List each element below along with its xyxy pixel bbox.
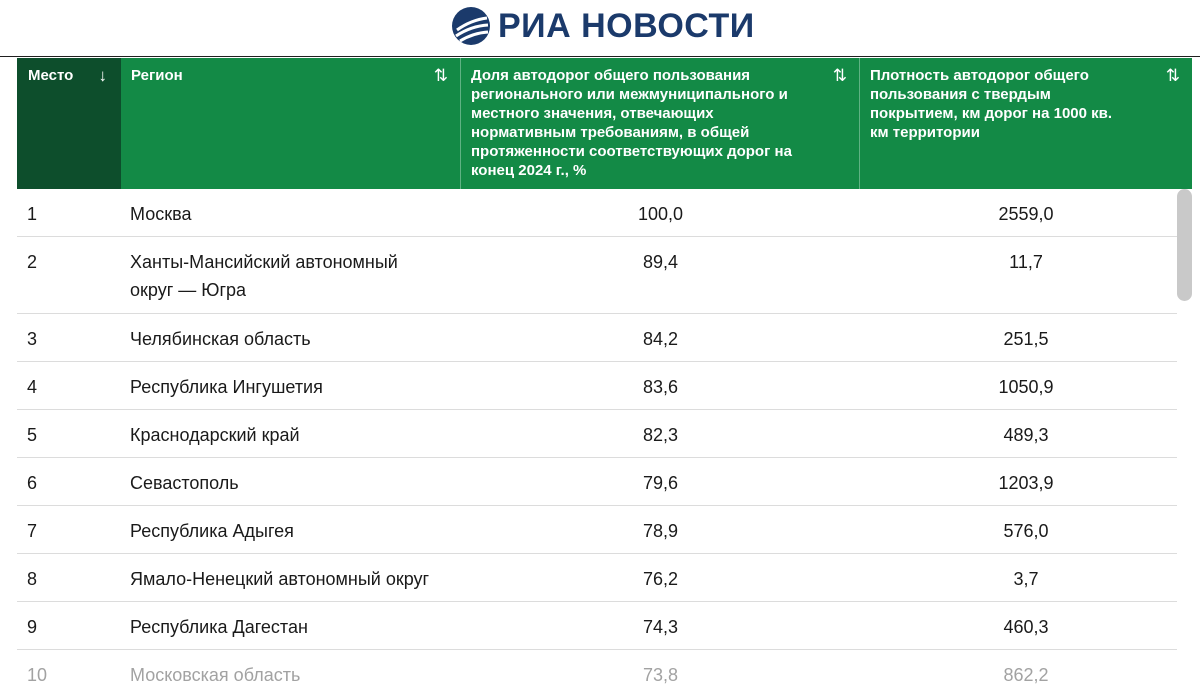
rank-cell: 10 <box>27 665 48 685</box>
rank-cell: 1 <box>27 204 38 224</box>
region-cell: Республика Ингушетия <box>130 377 323 397</box>
road-share-cell: 74,3 <box>642 617 679 637</box>
road-share-cell: 83,6 <box>642 377 679 397</box>
road-share-cell: 84,2 <box>642 329 679 349</box>
road-share-cell: 73,8 <box>642 665 679 685</box>
region-cell: Республика Дагестан <box>130 617 308 637</box>
table-row <box>17 506 1177 554</box>
ranking-table <box>17 58 1200 690</box>
road-density-cell: 576,0 <box>1003 521 1049 541</box>
road-share-cell: 79,6 <box>642 473 679 493</box>
column-header-region[interactable] <box>121 58 461 189</box>
column-header-rank[interactable] <box>17 58 121 189</box>
rank-cell: 9 <box>27 617 38 637</box>
top-bar <box>0 0 1200 57</box>
region-cell: Москва <box>130 204 192 224</box>
table-body <box>17 189 1177 690</box>
road-density-cell: 2559,0 <box>998 204 1054 224</box>
sort-toggle-icon[interactable]: ⇅ <box>832 66 847 85</box>
road-density-cell: 1203,9 <box>998 473 1054 493</box>
ria-globe-icon <box>451 6 491 46</box>
rank-cell: 3 <box>27 329 38 349</box>
table-header <box>17 58 1192 189</box>
table-row <box>17 189 1177 237</box>
region-cell: Краснодарский край <box>130 425 300 445</box>
column-header-label: Место <box>28 67 74 84</box>
column-header-label: Плотность автодорог общего пользования с твердым покрытием, км дорог на 1000 кв. км территории <box>870 67 1113 141</box>
road-share-cell: 76,2 <box>642 569 679 589</box>
road-density-cell: 489,3 <box>1003 425 1049 445</box>
road-share-cell: 82,3 <box>642 425 679 445</box>
road-density-cell: 862,2 <box>1003 665 1049 685</box>
region-cell: Ямало-Ненецкий автономный округ <box>130 569 430 589</box>
rank-cell: 4 <box>27 377 38 397</box>
column-header-label: Регион <box>131 67 183 84</box>
road-density-cell: 11,7 <box>1009 252 1043 272</box>
vertical-scrollbar-thumb[interactable] <box>1177 189 1192 301</box>
rank-cell: 6 <box>27 473 38 493</box>
sort-toggle-icon[interactable]: ⇅ <box>433 66 448 85</box>
road-density-cell: 1050,9 <box>998 377 1054 397</box>
region-cell: Московская область <box>130 665 301 685</box>
region-cell: Челябинская область <box>130 329 311 349</box>
region-cell: Республика Адыгея <box>130 521 294 541</box>
table-row <box>17 362 1177 410</box>
table-row <box>17 602 1177 650</box>
road-share-cell: 100,0 <box>637 204 684 224</box>
table-row <box>17 314 1177 362</box>
rank-cell: 7 <box>27 521 38 541</box>
column-header-road-density[interactable] <box>860 58 1192 189</box>
ria-logo[interactable] <box>451 6 755 46</box>
table-row <box>17 410 1177 458</box>
road-density-cell: 460,3 <box>1003 617 1049 637</box>
road-share-cell: 89,4 <box>642 252 679 272</box>
region-cell: Ханты-Мансийский автономный округ — Югра <box>130 252 398 300</box>
rank-cell: 5 <box>27 425 38 445</box>
rank-cell: 8 <box>27 569 38 589</box>
sort-descending-icon[interactable]: ↓ <box>98 66 107 85</box>
table-row <box>17 554 1177 602</box>
road-share-cell: 78,9 <box>642 521 679 541</box>
column-header-label: Доля автодорог общего пользования регионального или межмуниципального и местного значения, отвечающих нормативным требованиям, в общей протяженности соответствующих дорог на конец 2024 г., % <box>471 67 792 179</box>
road-density-cell: 251,5 <box>1003 329 1049 349</box>
sort-toggle-icon[interactable]: ⇅ <box>1165 66 1180 85</box>
rank-cell: 2 <box>27 252 38 272</box>
column-header-road-share[interactable] <box>461 58 860 189</box>
table-row <box>17 650 1177 690</box>
brand-name: РИА НОВОСТИ <box>498 7 755 45</box>
table-row <box>17 458 1177 506</box>
table-row <box>17 237 1177 314</box>
region-cell: Севастополь <box>130 473 239 493</box>
road-density-cell: 3,7 <box>1013 569 1039 589</box>
